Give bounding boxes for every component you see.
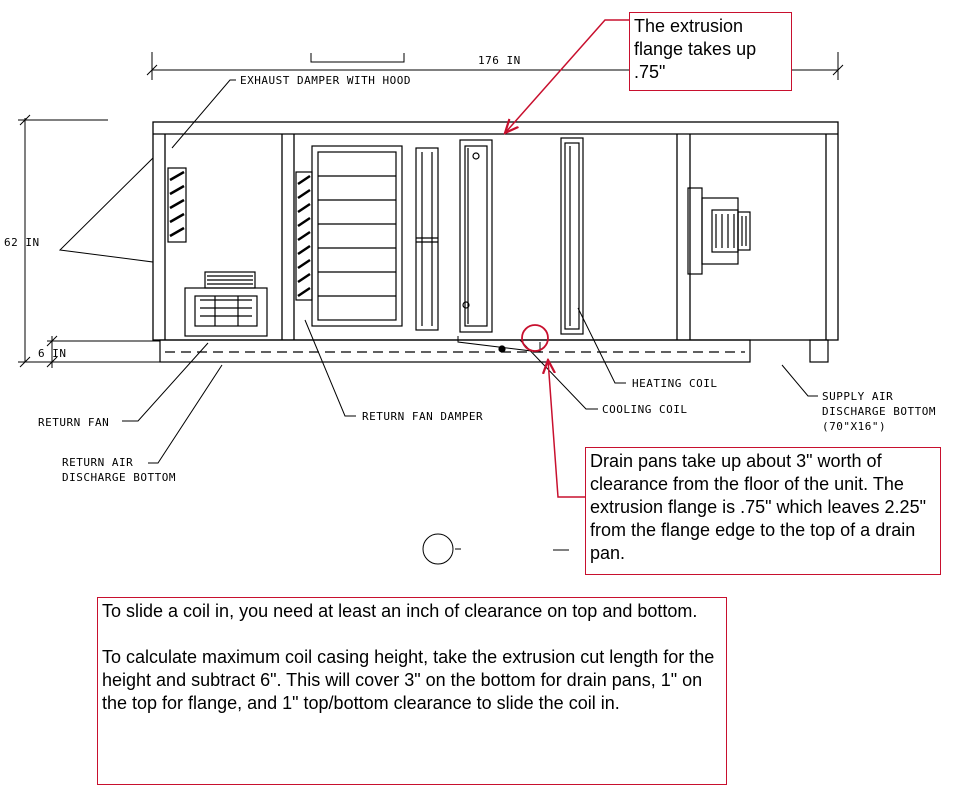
slide-coil-text: To slide a coil in, you need at least an inch of clearance on top and bottom. [102,601,698,621]
drain-pan-note [585,447,941,575]
unit-casing [153,122,838,340]
flange-note-text: The extrusion flange takes up .75" [634,16,757,82]
exhaust-damper [168,168,186,242]
drain-pan-highlight-circle [522,325,548,351]
supply-air-label-2: DISCHARGE BOTTOM [822,405,936,418]
exhaust-hood [60,158,153,262]
exhaust-damper-label: EXHAUST DAMPER WITH HOOD [240,74,411,87]
drain-pan-arrow [548,360,585,497]
return-fan-damper-label: RETURN FAN DAMPER [362,410,484,423]
length-dimension-label: 176 IN [478,54,521,67]
cooling-coil [458,140,540,352]
final-filter [416,148,438,330]
supply-air-label-1: SUPPLY AIR [822,390,894,403]
filter-bank [312,146,402,326]
base-rail [160,340,828,362]
flange-note [629,12,792,91]
return-air-label-2: DISCHARGE BOTTOM [62,471,176,484]
base-dimension-label: 6 IN [38,347,67,360]
height-dimension-label: 62 IN [4,236,40,249]
calc-text: To calculate maximum coil casing height, take the extrusion cut length for the height and subtract 6". This will cover 3" on the bottom for drain pans, 1" on the top for flange, and 1" top/bottom clearance to slide the coil in. [102,647,715,713]
coil-clearance-note [97,597,727,785]
supply-air-label-3: (70"X16") [822,420,887,433]
supply-fan [688,188,750,274]
section-circle-symbol [423,534,453,564]
return-fan [185,272,267,336]
cooling-coil-label: COOLING COIL [602,403,688,416]
heating-coil [561,138,583,334]
drain-pan-note-text: Drain pans take up about 3" worth of clearance from the floor of the unit. The extrusion flange is .75" which leaves 2.25" from the flange edge to the top of a drain pan. [590,451,926,563]
return-air-label-1: RETURN AIR [62,456,134,469]
return-fan-damper [296,172,312,300]
flange-arrow [505,20,629,133]
heating-coil-label: HEATING COIL [632,377,718,390]
return-fan-label: RETURN FAN [38,416,110,429]
